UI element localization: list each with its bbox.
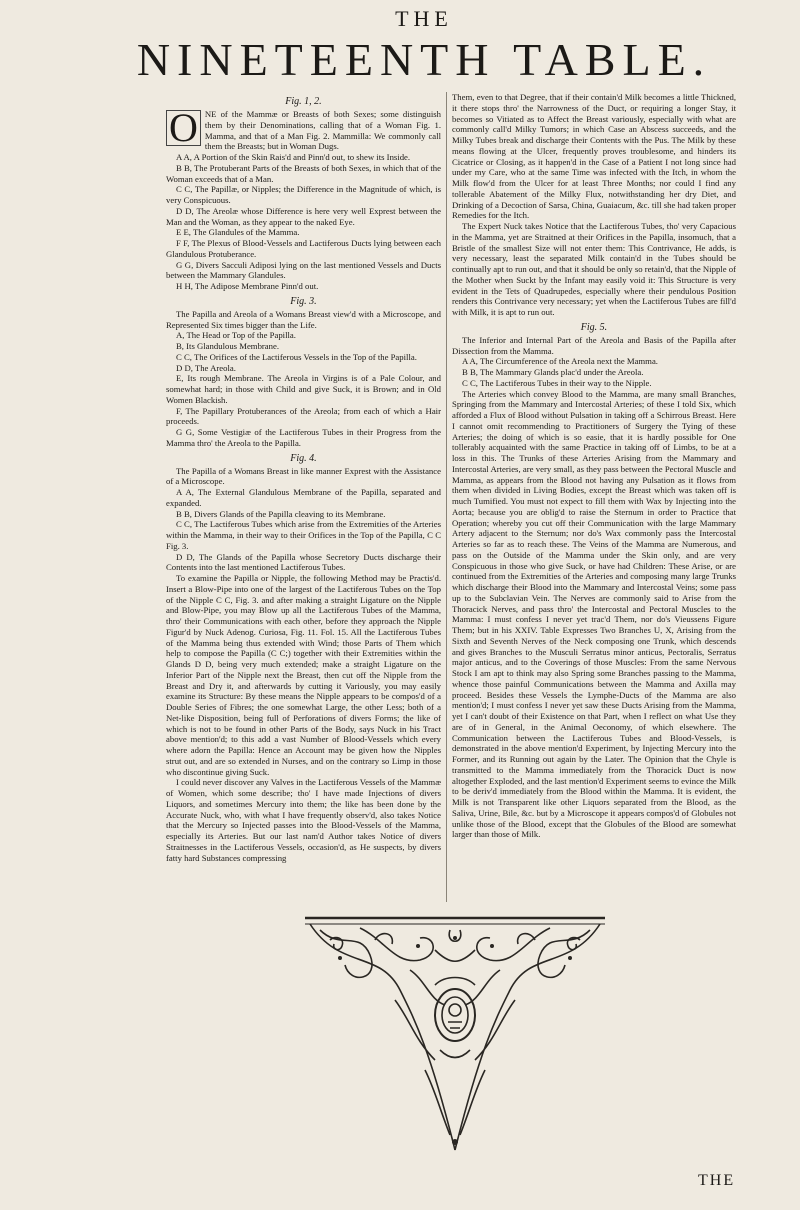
paragraph: D D, The Areola. — [176, 362, 236, 373]
header-the: THE — [395, 6, 453, 31]
tailpiece-ornament-icon — [300, 910, 610, 1155]
paragraph — [166, 105, 441, 152]
paragraph: E, Its rough Membrane. The Areola in Virgins is of a Pale Colour, and somewhat hard; in those with Child and give Suck, it is Brown; and in Old Women Blackish. — [166, 373, 441, 405]
figure-heading: Fig. 4. — [290, 452, 317, 464]
figure-heading: Fig. 1, 2. — [285, 96, 322, 107]
paragraph: G G, Some Vestigiæ of the Lactiferous Tubes in their Progress from the Mamma thro' the Areola to the Papilla. — [166, 427, 441, 448]
paragraph-text: NE of the Mammæ or Breasts of both Sexes; some distinguish them by their Denominations, calling that of a Woman Fig. 1. Mamma, and that of a Man Fig. 2. Mammilla: We commonly call them the Breasts; but in Woman Dugs. — [204, 109, 441, 152]
paragraph: The Expert Nuck takes Notice that the Lactiferous Tubes, tho' very Capacious in the Mamma, yet are Straitned at their Orifices in the Papilla, insomuch, that a Bristle of the smallest Size will not enter them: This Contrivance, He adds, is very necessary, least the separated Milk contain'd in the Tubes should be continually apt to run out, and that it should be only so retain'd, that the Nipple of the Mother when Suckt by the Infant may easily void it: This Structure is very evident in the Tets of Quadrupedes, especially where their pendulous Position renders this Contrivance very necessary; yet when the Lactiferous Tubes are fill'd with Milk, it is apt to run out. — [452, 221, 736, 317]
paragraph: B B, The Protuberant Parts of the Breasts of both Sexes, in which that of the Woman exceeds that of a Man. — [166, 162, 441, 184]
drop-cap: O — [166, 110, 201, 146]
left-text-column — [166, 92, 441, 904]
catchword: THE — [698, 1172, 736, 1189]
paragraph: G G, Divers Sacculi Adiposi lying on the last mentioned Vessels and Ducts between the Mammary Glandules. — [166, 259, 441, 281]
paragraph: A, The Head or Top of the Papilla. — [176, 330, 296, 341]
paragraph: To examine the Papilla or Nipple, the following Method may be Practis'd. Insert a Blow-Pipe into one of the largest of the Lactiferous Tubes on the Top of the Nipple C C, Fig. 3. and after making a straight Ligature on the Nipple and Blow-Pipe, you may Blow up all the Lactiferous Tubes of the Mamma, thro' their Communications with each other, before they approach the Nipple Figur'd by Nuck Adenog. Curiosa, Fig. 11. Fol. 15. All the Lactiferous Tubes of the Mamma being thus extended with Wind; those Parts of Them which help to compose the Papilla (C C;) together with their Extremities within the Glands D D, being very much extended; make a straight Ligature on the Inferior Part of the Nipple next the Breast, then cut off the Nipple from the Breast and Dry it, and afterwards by cutting it Variously, you may easily examine its Structure: By these means the Nipple appears to be compos'd of a Double Series of Fibres; the one somewhat Large, the other Less; both of a Net-like Disposition, being full of Perforations of divers Forms; the like of which is not to be found in other Parts of the Body, says Nuck in his Tract above mention'd; to this add a vast Number of Blood-Vessels which every where adorn the Papilla: Hence an Account may be given how the Nipples strut out, and are so extended in Nurses, and on the contrary so Limp in those who discontinue giving Suck. — [166, 573, 441, 777]
paragraph: The Papilla and Areola of a Womans Breast view'd with a Microscope, and Represented Six times bigger than the Life. — [166, 308, 441, 330]
paragraph: B B, The Mammary Glands plac'd under the Areola. — [462, 367, 644, 377]
paragraph: H H, The Adipose Membrane Pinn'd out. — [176, 281, 319, 291]
paragraph: D D, The Areolæ whose Difference is here very well Exprest between the Man and the Woman, as they appear to the naked Eye. — [166, 205, 441, 227]
paragraph: C C, The Lactiferous Tubes in their way to the Nipple. — [462, 377, 652, 388]
right-text-column — [452, 92, 736, 904]
column-divider — [446, 92, 447, 902]
paragraph: A A, The External Glandulous Membrane of the Papilla, separated and expanded. — [166, 487, 441, 508]
page-title: NINETEENTH TABLE. — [136, 34, 712, 85]
paragraph: I could never discover any Valves in the Lactiferous Vessels of the Mammæ of Women, which some describe; tho' I have made Injections of divers Liquors, and sometimes Mercury into them; the like has been done by the Accurate Nuck, who, with what I have frequently observ'd, also takes Notice that the Mercury so Injected passes into the Blood-Vessels of the Mamma, especially its Arteries. But our last nam'd Author takes Notice of divers Straitnesses in the Lactiferous Vessels, occasion'd, as He suspects, by divers fatty hard Substances compressing — [166, 777, 441, 863]
paragraph: E E, The Glandules of the Mamma. — [176, 227, 300, 238]
paragraph: B B, Divers Glands of the Papilla cleaving to its Membrane. — [176, 508, 386, 519]
paragraph: A A, The Circumference of the Areola next the Mamma. — [462, 356, 658, 367]
paragraph: C C, The Orifices of the Lactiferous Vessels in the Top of the Papilla. — [176, 351, 417, 362]
paragraph: F F, The Plexus of Blood-Vessels and Lactiferous Ducts lying between each Glandulous Protuberance. — [166, 238, 441, 259]
paragraph: The Inferior and Internal Part of the Areola and Basis of the Papilla after Dissection from the Mamma. — [452, 334, 736, 356]
paragraph: C C, The Papillæ, or Nipples; the Difference in the Magnitude of which, is very Conspicuous. — [166, 184, 441, 205]
paragraph: The Papilla of a Womans Breast in like manner Exprest with the Assistance of a Microscope. — [166, 465, 441, 487]
paragraph: F, The Papillary Protuberances of the Areola; from each of which a Hair proceeds. — [166, 405, 441, 427]
paragraph: A A, A Portion of the Skin Rais'd and Pinn'd out, to shew its Inside. — [176, 152, 411, 162]
figure-heading: Fig. 3. — [290, 295, 317, 307]
paragraph: D D, The Glands of the Papilla whose Secretory Ducts discharge their Contents into the last mentioned Lactiferous Tubes. — [166, 551, 441, 573]
paragraph: B, Its Glandulous Membrane. — [176, 341, 280, 351]
paragraph: Them, even to that Degree, that if their contain'd Milk becomes a little Thickned, it there stops thro' the Narrowness of the Duct, or requiring a longer Stay, it becomes so Vitiated as to Affect the Breast variously, especially with what are commonly call'd Milky Tumors; in which Case an Abscess succeeds, and the Milky Tubes break and discharge their Contents with the Pus. The Milk by these means flowing at the Ulcer, frequently proves troublesome, and hinders its Cicatrice or Closing, as it happen'd in the Case of a Patient I not long since had under my Care, who at the same Time was infected with the Itch, in whom the Milk flow'd from the Ulcer for at least Three Months; nor could I find any tollerable Abatement of the Milky Flux, notwithstanding her dry Diet, and Drinking of a Decoction of Sarsa, China, Guaiacum, &c. till she had taken proper Remedies for the Itch. — [452, 92, 736, 221]
paragraph: C C, The Lactiferous Tubes which arise from the Extremities of the Arteries within the Mamma, in their way to their Orifices in the Top of the Papilla, C C Fig. 3. — [166, 519, 441, 551]
figure-heading: Fig. 5. — [580, 321, 608, 333]
paragraph: The Arteries which convey Blood to the Mamma, are many small Branches, Springing from the Mammary and Intercostal Arteries; of these I told Six, which afforded a Flux of Blood without Pulsation in taking off a Schirrous Breast. Here I cannot omit recommending to Practitioners of Surgery the Tying of these Arteries; the doing of which is so easie, that it is hardly possible for One tollerably acquainted with the same Practice in taking off of Limbs, to be at a loss in this. The Trunks of these Arteries Arising from the Mammary and Intercostal Arteries, are very small, as they pass between the Pectoral Muscle and Mamma, as appears from the Blood not having any Pulsation as it flows from them when divided in Living Bodies, except the Breast which was taken off is much Tumified. You must not expect to fill them with Wax by Injecting into the Aorta; because you are oblig'd to raise the Sternum in order to Practice that Operation; whereby you cut off their Communication with the large Mammary Artery adjacent to the Sternum; nor do's Wax commonly pass the Intercostal Arteries so far as to reach these. The Veins of the Mamma are Numerous, and pass on the Outside of the Mamma under the Skin only, and are very Conspicuous in those who give Suck, or have had Children: These Arise, or are continued from the Extremities of the Arteries and composing many large Trunks which discharge their Blood into the Mammary and Intercostal Veins; some pass up to the Subclavian Vein. The Nerves are commonly said to Arise from the Thoracick Nerves, and pass thro' the Intercostal and Pectoral Muscles to the Mamma: I must confess I never yet trac'd Them, nor do's Vieussens Figure Them; but in his XXIV. Table Expresses Two Branches U, X, Arising from the Sixth and Seventh Nerves of the Neck composing one Trunk, which descends and gives Branches to the Musculi Serratus minor anticus, Pectoralis, Serratus major anticus, and to the Coverings of those Muscles: From the same Nervous Stock I am apt to think may also Spring some Branches passing to the Mamma, whence those painful Communications between the Mamma and Axilla may proceed. Besides these Vessels the Lymphe-Ducts of the Mamma are also mention'd; I must confess I never yet saw these Ducts Arising from the Mamma, yet I can't doubt of their Existence on that Part, when I reflect on what Use they are of in General, in the Animal Oeconomy, of which elsewhere. The Communication between the Lactiferous Tubes and Blood-Vessels, is demonstrated in the above mention'd Experiment, by Injecting Mercury into the Former, and its Running out again by the Later. The Opinion that the Chyle is transmitted to the Mamma immediately from the Thoracick Duct is now altogether Exploded, and the last mention'd Experiment seems to evince the Milk to be deriv'd immediately from the Blood within the Mamma. It is evident, the Milk is not Transparent like other Liquors separated from the Blood, as the Saliva, Urine, Bile, &c. but by a Microscope it appears compos'd of Globules not unlike those of the Blood, except that the Globules of the Blood are somewhat larger than those of Milk. — [452, 388, 736, 840]
